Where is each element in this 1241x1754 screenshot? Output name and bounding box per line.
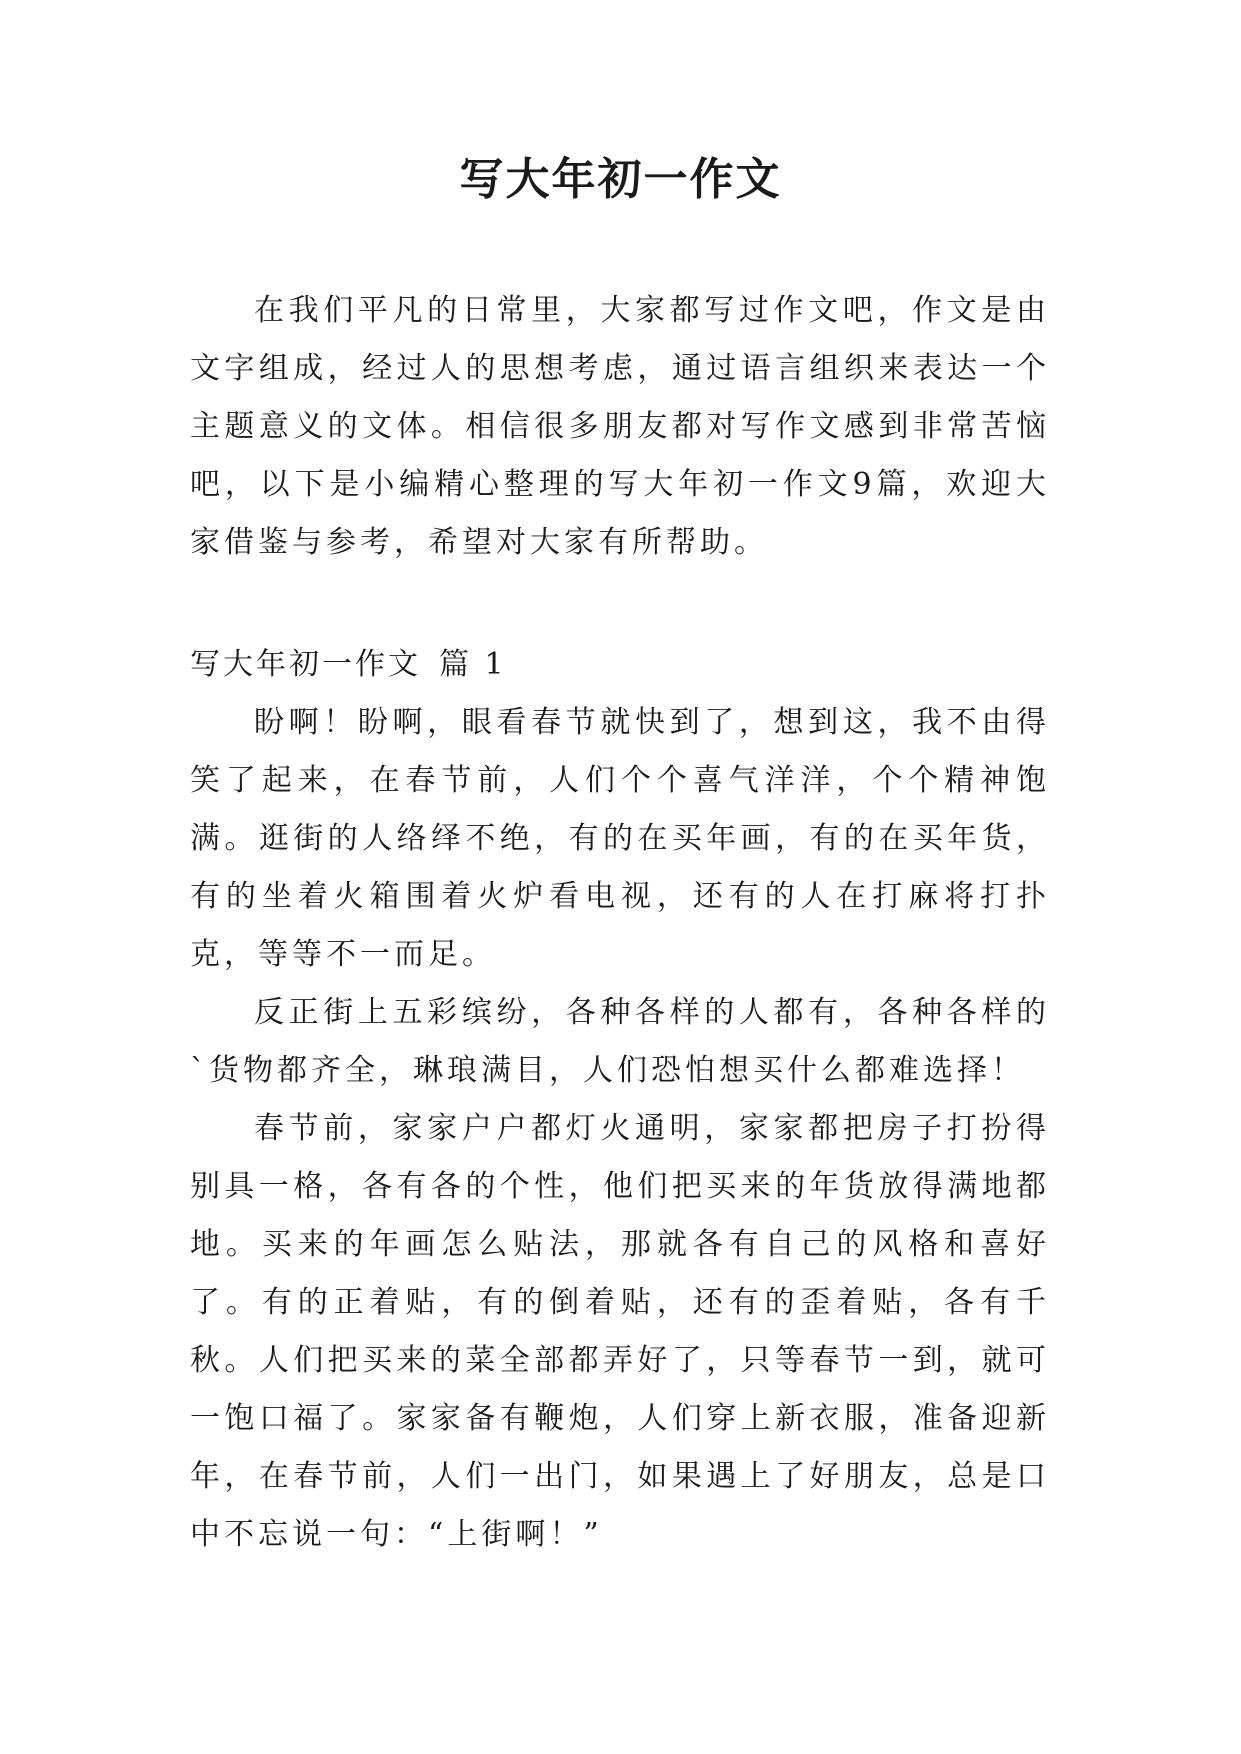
section-1 xyxy=(190,636,1050,1564)
document-title: 写大年初一作文 xyxy=(459,154,782,205)
section-heading-number: 篇 1 xyxy=(439,647,507,682)
section-paragraph: 春节前，家家户户都灯火通明，家家都把房子打扮得别具一格，各有各的个性，他们把买来的年货放得满地都地。买来的年画怎么贴法，那就各有自己的风格和喜好了。有的正着贴，有的倒着贴，还有的歪着贴，各有千秋。人们把买来的菜全部都弄好了，只等春节一到，就可一饱口福了。家家备有鞭炮，人们穿上新衣服，准备迎新年，在春节前，人们一出门，如果遇上了好朋友，总是口中不忘说一句：“上街啊！” xyxy=(190,1111,1050,1552)
section-heading-title: 写大年初一作文 xyxy=(190,647,421,682)
section-paragraph: 盼啊！盼啊，眼看春节就快到了，想到这，我不由得笑了起来，在春节前，人们个个喜气洋洋，个个精神饱满。逛街的人络绎不绝，有的在买年画，有的在买年货，有的坐着火箱围着火炉看电视，还有的人在打麻将打扑克，等等不一而足。 xyxy=(190,705,1050,972)
intro-paragraph: 在我们平凡的日常里，大家都写过作文吧，作文是由文字组成，经过人的思想考虑，通过语言组织来表达一个主题意义的文体。相信很多朋友都对写作文感到非常苦恼吧，以下是小编精心整理的写大年初一作文9篇，欢迎大家借鉴与参考，希望对大家有所帮助。 xyxy=(190,293,1050,560)
section-heading xyxy=(190,636,1050,694)
section-paragraph: 反正街上五彩缤纷，各种各样的人都有，各种各样的`货物都齐全，琳琅满目，人们恐怕想买什么都难选择！ xyxy=(190,995,1050,1088)
intro-block xyxy=(190,282,1050,572)
